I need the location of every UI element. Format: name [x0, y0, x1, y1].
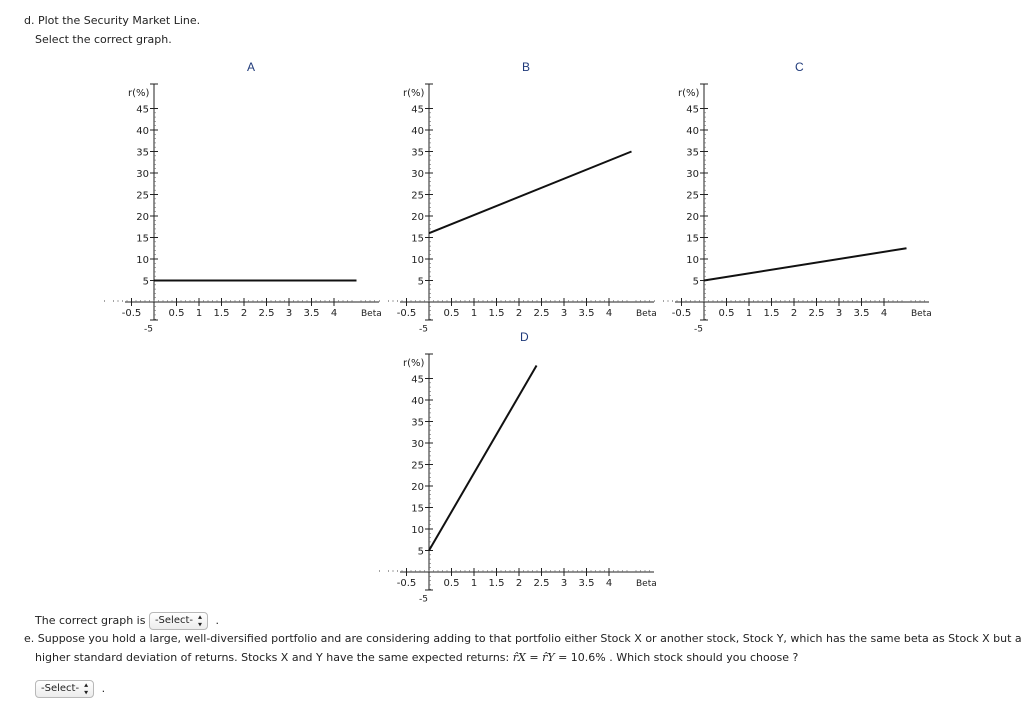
y-tick-label: 25: [411, 190, 424, 202]
x-tick-label: 0.5: [168, 308, 185, 319]
answer-d-prefix: The correct graph is: [35, 614, 146, 627]
x-axis-label: Beta: [911, 309, 932, 319]
y-tick-label: 25: [136, 190, 149, 202]
x-tick-label: 1: [195, 308, 203, 319]
x-tick-label: 2.5: [533, 578, 550, 589]
x-tick-label: 3.5: [578, 308, 595, 319]
y-tick-label: 45: [136, 104, 149, 116]
x-tick-label: 3.5: [303, 308, 320, 319]
y-tick-label: 40: [686, 126, 699, 137]
x-tick-label: -0.5: [671, 308, 692, 319]
graph-title: A: [247, 60, 256, 74]
x-tick-label: 1: [470, 308, 478, 319]
sml-line: [704, 248, 907, 280]
y-axis-label: r(%): [678, 88, 700, 99]
x-tick-label: -0.5: [121, 308, 142, 319]
x-tick-label: 2.5: [808, 308, 825, 319]
ry-symbol: r̂Y: [542, 651, 555, 664]
select-value: -Select-: [41, 683, 80, 694]
x-tick-label: 4: [605, 578, 613, 589]
y-tick-label: 30: [136, 169, 149, 180]
graph-a[interactable]: [110, 55, 385, 335]
question-e-line1: e. Suppose you hold a large, well-diversified portfolio and are considering adding to that portfolio either Stock X or another stock, Stock Y, which has the same beta as Stock X but a: [24, 632, 1022, 645]
y-tick-label: 20: [411, 482, 424, 493]
graph-title: C: [795, 60, 804, 74]
chart-svg: [110, 55, 385, 335]
equals-sign: =: [529, 651, 539, 664]
y-tick-label: 40: [136, 126, 149, 137]
graph-d[interactable]: [385, 325, 660, 605]
x-axis-label: Beta: [636, 579, 657, 589]
y-axis-label: r(%): [403, 358, 425, 369]
updown-arrows-icon: ▴ ▾: [198, 612, 203, 629]
question-e-text-b: = 10.6% . Which stock should you choose ?: [558, 651, 799, 664]
x-axis-label: Beta: [636, 309, 657, 319]
chart-svg: [385, 325, 660, 605]
x-tick-label: 1.5: [213, 308, 230, 319]
sml-line: [429, 152, 632, 234]
y-tick-label: 30: [411, 169, 424, 180]
x-tick-label: 3: [560, 308, 568, 319]
answer-e-row: [35, 680, 105, 698]
x-tick-label: 0.5: [718, 308, 735, 319]
answer-e-suffix: .: [101, 682, 106, 695]
chart-svg: [385, 55, 660, 335]
y-tick-label: 35: [686, 147, 699, 159]
y-axis-label: r(%): [403, 88, 425, 99]
chart-svg: [660, 55, 935, 335]
x-tick-label: 3: [560, 578, 568, 589]
x-tick-label: -0.5: [396, 308, 417, 319]
y-tick-label: 10: [411, 525, 424, 536]
x-tick-label: 2.5: [533, 308, 550, 319]
y-tick-label: 20: [136, 212, 149, 223]
y-tick-label: 45: [411, 104, 424, 116]
stock-select-dropdown[interactable]: [35, 680, 94, 698]
y-tick-label: 15: [686, 233, 699, 245]
graph-b[interactable]: [385, 55, 660, 335]
y-tick-label: 25: [411, 460, 424, 472]
y-tick-label: 5: [142, 276, 149, 288]
x-tick-label: 1.5: [488, 308, 505, 319]
rx-symbol: r̂X: [512, 651, 526, 664]
y-tick-label: 15: [411, 233, 424, 245]
x-tick-label: 3: [285, 308, 293, 319]
select-value: -Select-: [154, 615, 194, 626]
question-d-instruction: Select the correct graph.: [35, 33, 172, 46]
x-tick-label: 4: [880, 308, 888, 319]
y-axis-label: r(%): [128, 88, 150, 99]
x-tick-label: 1.5: [488, 578, 505, 589]
x-tick-label: 3.5: [578, 578, 595, 589]
y-tick-label: 20: [686, 212, 699, 223]
y-tick-label: 35: [411, 147, 424, 159]
y-tick-label: -5: [419, 594, 428, 605]
answer-d-row: [35, 612, 219, 630]
x-tick-label: 1: [470, 578, 478, 589]
x-tick-label: 2.5: [258, 308, 275, 319]
sml-line: [429, 366, 537, 551]
x-tick-label: 0.5: [443, 578, 460, 589]
y-tick-label: 10: [686, 255, 699, 266]
y-tick-label: 35: [136, 147, 149, 159]
answer-d-suffix: .: [215, 614, 220, 627]
x-axis-label: Beta: [361, 309, 382, 319]
x-tick-label: 3.5: [853, 308, 870, 319]
y-tick-label: 40: [411, 126, 424, 137]
x-tick-label: 3: [835, 308, 843, 319]
y-tick-label: 5: [692, 276, 699, 288]
x-tick-label: 2: [240, 308, 248, 319]
updown-arrows-icon: ▴ ▾: [84, 680, 89, 697]
graph-title: B: [522, 60, 531, 74]
y-tick-label: 5: [417, 546, 424, 558]
question-e-text-a: higher standard deviation of returns. Stocks X and Y have the same expected returns:: [35, 651, 510, 664]
x-tick-label: 2: [515, 308, 523, 319]
x-tick-label: 1.5: [763, 308, 780, 319]
y-tick-label: -5: [419, 324, 428, 335]
y-tick-label: 10: [411, 255, 424, 266]
y-tick-label: 5: [417, 276, 424, 288]
y-tick-label: 20: [411, 212, 424, 223]
x-tick-label: 4: [330, 308, 338, 319]
graph-title: D: [520, 330, 529, 344]
y-tick-label: 25: [686, 190, 699, 202]
y-tick-label: 10: [136, 255, 149, 266]
question-d-heading: d. Plot the Security Market Line.: [24, 14, 201, 27]
y-tick-label: 45: [411, 374, 424, 386]
y-tick-label: 35: [411, 417, 424, 429]
x-tick-label: 4: [605, 308, 613, 319]
x-tick-label: 1: [745, 308, 753, 319]
x-tick-label: 2: [515, 578, 523, 589]
y-tick-label: 15: [136, 233, 149, 245]
question-e-line2: [35, 651, 798, 664]
y-tick-label: 45: [686, 104, 699, 116]
y-tick-label: 15: [411, 503, 424, 515]
y-tick-label: 40: [411, 396, 424, 407]
graph-select-dropdown[interactable]: [149, 612, 208, 630]
y-tick-label: 30: [411, 439, 424, 450]
y-tick-label: -5: [694, 324, 703, 335]
y-tick-label: -5: [144, 324, 153, 335]
y-tick-label: 30: [686, 169, 699, 180]
graph-c[interactable]: [660, 55, 935, 335]
x-tick-label: -0.5: [396, 578, 417, 589]
x-tick-label: 2: [790, 308, 798, 319]
x-tick-label: 0.5: [443, 308, 460, 319]
